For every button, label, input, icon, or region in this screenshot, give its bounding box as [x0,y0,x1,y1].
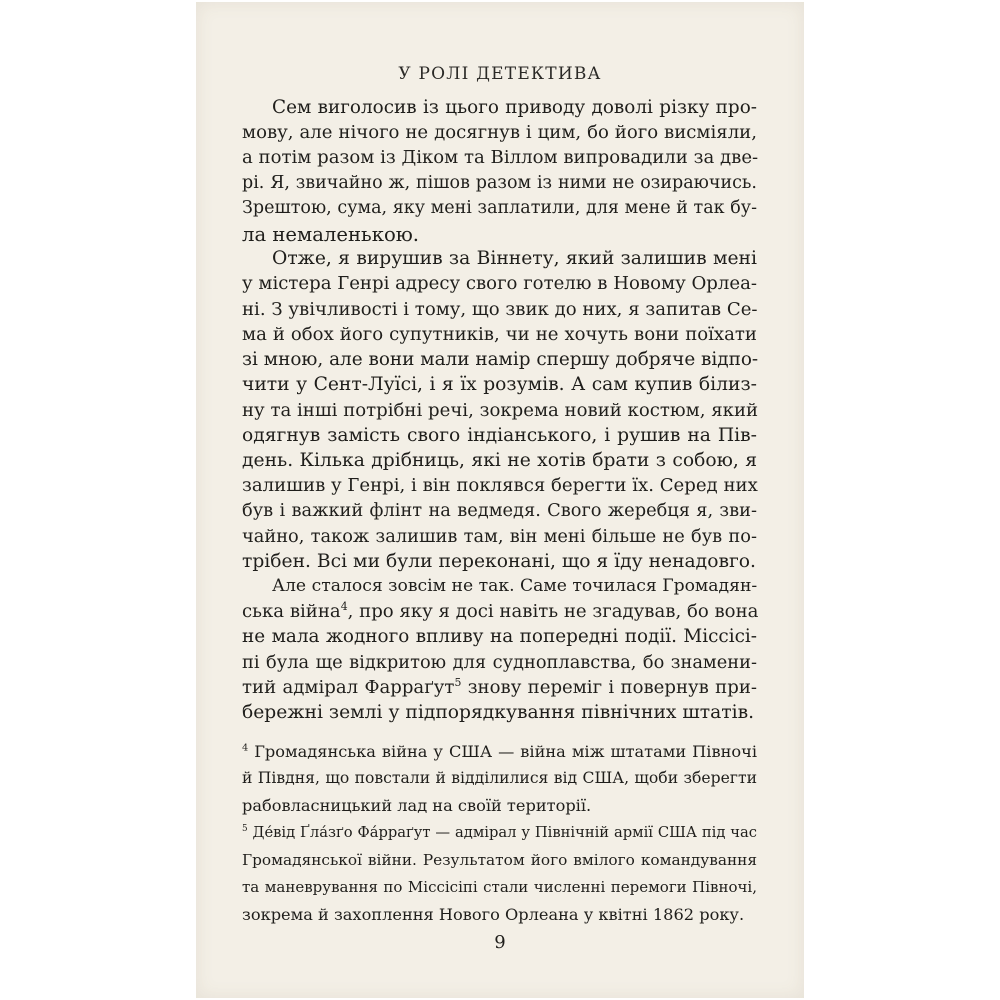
body-line: Зрештою, сума, яку мені заплатили, для мене й так бу- [242,197,757,218]
page-number: 9 [494,932,506,953]
body-line: зі мною, але вони мали намір спершу добряче відпо- [242,349,759,371]
body-line: одягнув замість свого індіанського, і рушив на Пів- [242,424,757,446]
footnote-line: й Півдня, що повстали й відділилися від США, щоби зберегти [242,769,757,787]
body-line-segment: , про яку я досі навіть не згадував, бо вона [347,601,759,623]
footnote-number: 4 [242,742,249,754]
body-line: чайно, також залишив там, він мені більше не був по- [242,525,757,547]
body-line: чити у Сент-Луїсі, і я їх розумів. А сам купив білиз- [242,374,757,396]
body-line: Отже, я вирушив за Віннету, який залишив мені [272,248,757,270]
body-line: у містера Генрі адресу свого готелю в Новому Орлеа- [242,273,757,295]
footnote-number: 5 [242,824,248,835]
footnote-line: та маневрування по Міссісіпі стали численні перемоги Півночі, [242,878,757,896]
body-line: день. Кілька дрібниць, які не хотів брати з собою, я [242,449,757,471]
body-line: не мала жодного впливу на попередні події. Міссісі- [242,626,757,648]
body-line: бережні землі у підпорядкування північних штатів. [242,702,755,723]
running-header: У РОЛІ ДЕТЕКТИВА [398,64,602,84]
body-line-segment: тий адмірал Фарраґут [242,676,455,698]
body-line: був і важкий флінт на ведмедя. Свого жеребця я, зви- [242,500,757,522]
body-line-segment: ська війна [242,601,341,623]
body-line: мову, але нічого не досягнув і цим, бо його висміяли, [242,122,757,144]
body-line: залишив у Генрі, і він поклявся берегти їх. Серед них [242,475,758,497]
body-line: трібен. Всі ми були переконані, що я їду ненадовго. [242,550,756,572]
footnote-line: Громадянської війни. Результатом його вмілого командування [242,851,757,869]
body-line: ла немаленькою. [242,223,420,247]
body-line: ма й обох його супутників, чи не хочуть вони поїхати [242,323,757,345]
body-line: ні. З увічливості і тому, що звик до них, я запитав Се- [242,298,758,320]
footnote-line: зокрема й захоплення Нового Орлеана у квітні 1862 року. [242,905,745,924]
body-line: рі. Я, звичайно ж, пішов разом із ними не озираючись. [242,172,757,193]
body-line: ну та інші потрібні речі, зокрема новий костюм, який [242,399,759,421]
footnote-ref-4: 4 [340,600,348,614]
body-line: Сем виголосив із цього приводу доволі різку про- [272,97,757,118]
page-flow [196,2,804,998]
footnote-text: Де́від Ґла́зґо Фа́рраґут — адмірал у Північній армії США під час [247,824,757,841]
footnote-line: рабовласницький лад на своїй території. [242,796,592,815]
body-line: Але сталося зовсім не так. Саме точилася Громадян- [272,575,758,596]
body-line-segment: знову переміг і повернув при- [461,676,757,698]
body-line: а потім разом із Діком та Віллом випровадили за две- [242,147,759,169]
body-line: пі була ще відкритою для судноплавства, бо знамени- [242,651,757,673]
footnote-ref-5: 5 [454,675,462,689]
footnote-text: Громадянська війна у США — війна між штатами Півночі [248,742,757,761]
